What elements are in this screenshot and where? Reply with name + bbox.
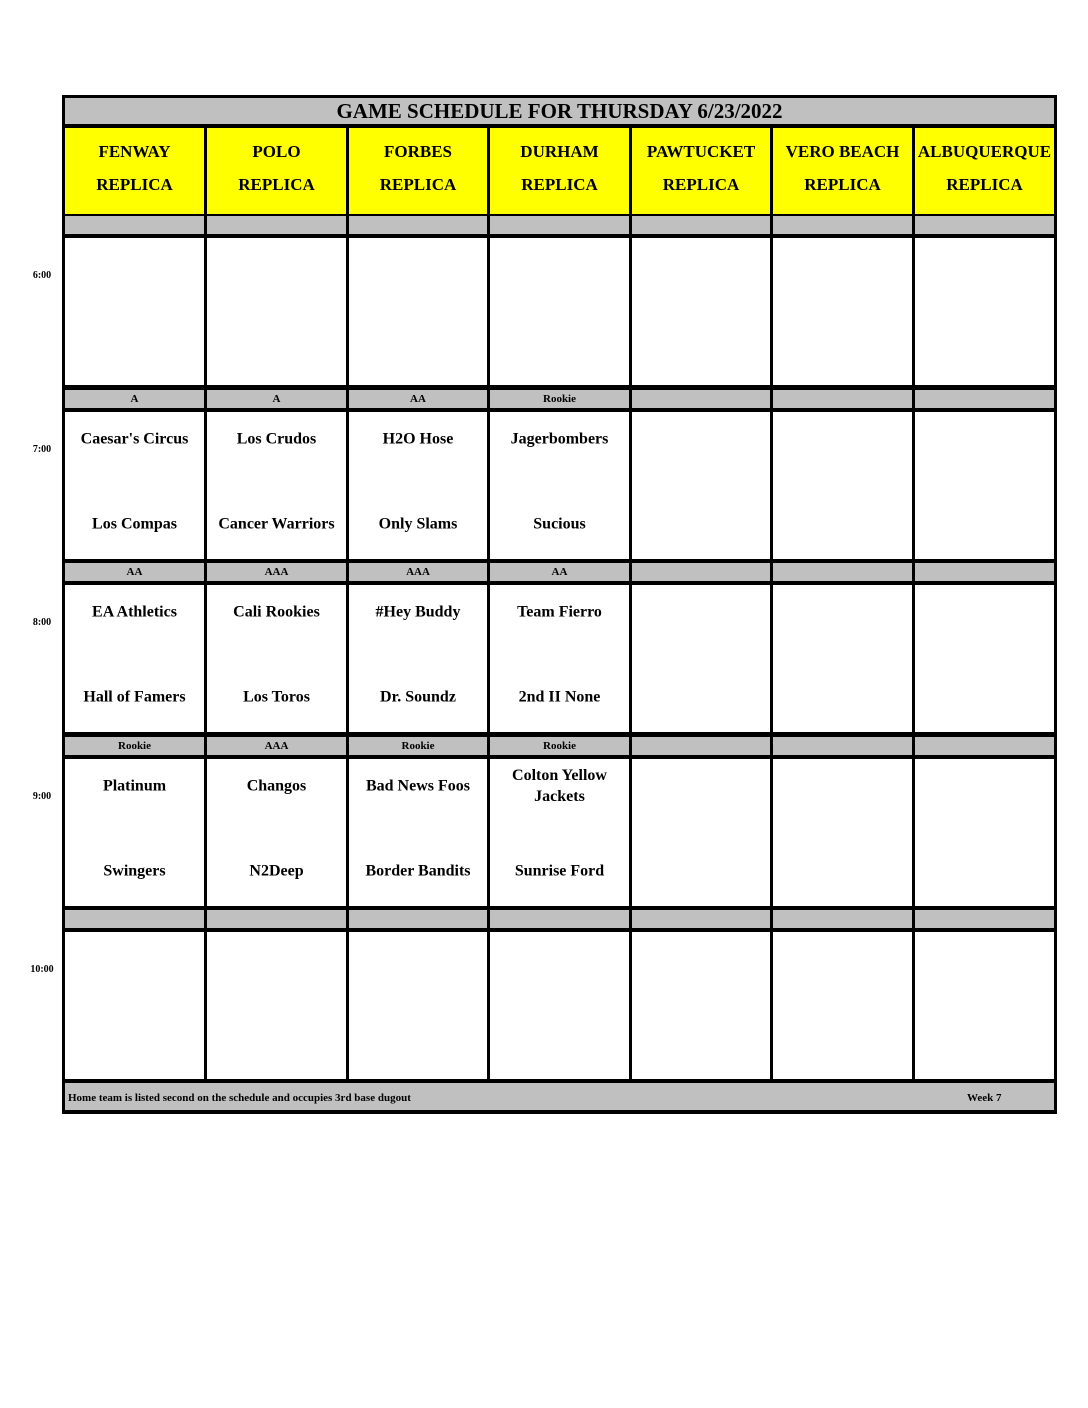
away-team: H2O Hose [382, 430, 454, 448]
division-label [65, 216, 204, 234]
field-name: POLO [252, 142, 301, 161]
game-cell [773, 932, 912, 1079]
field-name: PAWTUCKET [646, 142, 756, 161]
division-label: AAA [207, 737, 346, 755]
time-label: 6:00 [32, 270, 52, 281]
game-cell [773, 412, 912, 559]
division-label: Rookie [490, 390, 629, 408]
division-label [632, 563, 770, 581]
field-header-durham [490, 128, 629, 214]
field-header-forbes [349, 128, 487, 214]
division-label [915, 563, 1054, 581]
game-cell [632, 585, 770, 732]
game-cell [65, 238, 204, 385]
division-label [490, 216, 629, 234]
division-label [207, 216, 346, 234]
away-team: Jagerbombers [510, 430, 609, 448]
away-team: EA Athletics [92, 603, 177, 621]
division-label [773, 563, 912, 581]
division-label: AA [65, 563, 204, 581]
game-cell [490, 932, 629, 1079]
field-name: VERO BEACH [785, 142, 900, 161]
away-team: Colton Yellow Jackets [512, 767, 607, 805]
game-cell [207, 932, 346, 1079]
division-label [773, 910, 912, 928]
division-label [632, 216, 770, 234]
game-cell [207, 412, 346, 559]
game-cell [773, 238, 912, 385]
field-subtitle: REPLICA [946, 175, 1023, 194]
field-subtitle: REPLICA [521, 175, 598, 194]
game-cell [632, 759, 770, 906]
game-cell [349, 238, 487, 385]
home-team: Cancer Warriors [218, 515, 335, 533]
division-label: AAA [207, 563, 346, 581]
division-label [349, 910, 487, 928]
division-label: Rookie [349, 737, 487, 755]
division-label [490, 910, 629, 928]
time-label: 9:00 [32, 791, 52, 802]
game-cell [207, 585, 346, 732]
home-team: Hall of Famers [83, 688, 186, 706]
division-label: Rookie [490, 737, 629, 755]
away-team: Changos [246, 777, 307, 795]
division-label [207, 910, 346, 928]
game-cell [915, 759, 1054, 906]
schedule-title: GAME SCHEDULE FOR THURSDAY 6/23/2022 [65, 98, 1054, 124]
home-team: Border Bandits [365, 862, 471, 880]
field-subtitle: REPLICA [804, 175, 881, 194]
division-label [65, 910, 204, 928]
week-label: Week 7 [967, 1092, 1002, 1104]
game-cell [915, 412, 1054, 559]
field-subtitle: REPLICA [238, 175, 315, 194]
field-subtitle: REPLICA [662, 175, 740, 194]
home-team: Sucious [533, 515, 586, 533]
division-label [349, 216, 487, 234]
home-team: 2nd II None [518, 688, 601, 706]
game-cell [632, 932, 770, 1079]
time-label: 10:00 [30, 964, 54, 975]
home-team: Sunrise Ford [514, 862, 605, 880]
home-team: Los Compas [92, 515, 177, 533]
time-label: 8:00 [32, 617, 52, 628]
field-name: FORBES [383, 142, 453, 161]
home-team: Los Toros [243, 688, 310, 706]
division-label [915, 390, 1054, 408]
division-label [915, 737, 1054, 755]
field-name: DURHAM [520, 142, 599, 161]
game-cell [349, 412, 487, 559]
game-cell [915, 238, 1054, 385]
away-team: Los Crudos [236, 430, 317, 448]
schedule-table [62, 95, 1057, 1114]
field-header-albuquerque [915, 128, 1054, 214]
home-team: Dr. Soundz [380, 688, 456, 706]
game-cell [65, 412, 204, 559]
time-label: 7:00 [32, 444, 52, 455]
away-team: Caesar's Circus [80, 430, 189, 448]
game-cell [915, 585, 1054, 732]
division-label [773, 390, 912, 408]
division-label [773, 737, 912, 755]
away-team: Platinum [102, 777, 167, 795]
field-header-vero-beach [773, 128, 912, 214]
game-cell [490, 238, 629, 385]
home-team: Swingers [103, 862, 166, 880]
field-header-pawtucket [632, 128, 770, 214]
game-cell [490, 585, 629, 732]
away-team: #Hey Buddy [375, 603, 461, 621]
footer-bar [65, 1083, 1054, 1110]
footer-note: Home team is listed second on the schedule and occupies 3rd base dugout [68, 1092, 411, 1104]
division-label: A [65, 390, 204, 408]
division-label: AAA [349, 563, 487, 581]
division-label [632, 910, 770, 928]
game-cell [773, 585, 912, 732]
game-cell [65, 759, 204, 906]
away-team: Team Fierro [517, 603, 602, 621]
game-cell [632, 412, 770, 559]
game-cell [207, 238, 346, 385]
game-cell [65, 585, 204, 732]
away-team: Bad News Foos [365, 777, 470, 795]
division-label [915, 216, 1054, 234]
division-label: A [207, 390, 346, 408]
field-subtitle: REPLICA [96, 175, 173, 194]
game-cell [490, 759, 629, 906]
field-name: ALBUQUERQUE [917, 142, 1052, 161]
field-header-polo [207, 128, 346, 214]
field-subtitle: REPLICA [379, 175, 457, 194]
division-label [915, 910, 1054, 928]
game-cell [349, 932, 487, 1079]
game-cell [490, 412, 629, 559]
division-label: AA [490, 563, 629, 581]
game-cell [349, 585, 487, 732]
home-team: N2Deep [249, 862, 304, 880]
division-label [632, 737, 770, 755]
division-label [632, 390, 770, 408]
division-label: Rookie [65, 737, 204, 755]
game-cell [915, 932, 1054, 1079]
division-label: AA [349, 390, 487, 408]
game-cell [632, 238, 770, 385]
game-cell [773, 759, 912, 906]
division-label [773, 216, 912, 234]
away-team: Cali Rookies [233, 603, 320, 621]
game-cell [65, 932, 204, 1079]
home-team: Only Slams [378, 515, 458, 533]
field-name: FENWAY [98, 142, 171, 161]
game-cell [207, 759, 346, 906]
field-header-fenway [65, 128, 204, 214]
game-cell [349, 759, 487, 906]
